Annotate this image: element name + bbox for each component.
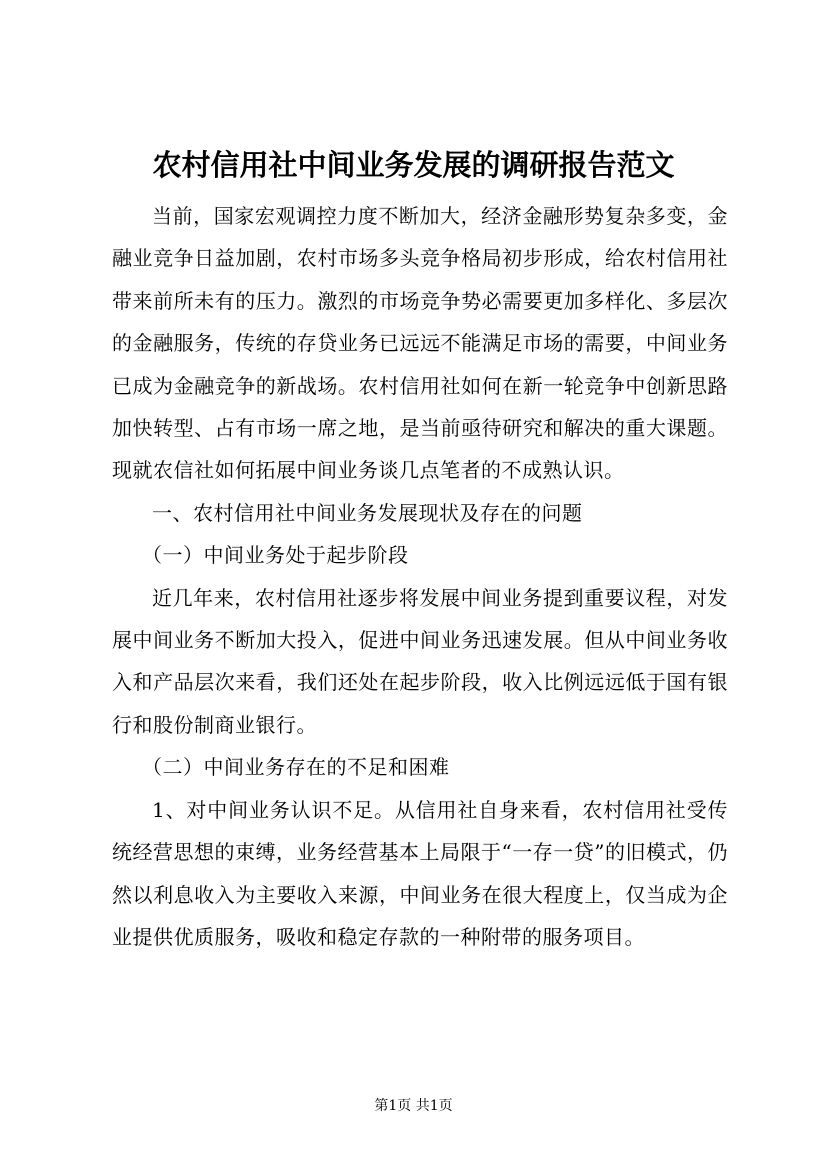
paragraph-subsection-1: 近几年来，农村信用社逐步将发展中间业务提到重要议程，对发展中间业务不断加大投入，促进中间业务迅速发展。但从中间业务收入和产品层次来看，我们还处在起步阶段，收入比例远远低于国有银行和股份制商业银行。 bbox=[112, 585, 728, 737]
paragraph-intro: 当前，国家宏观调控力度不断加大，经济金融形势复杂多变，金融业竞争日益加剧，农村市场多头竞争格局初步形成，给农村信用社带来前所未有的压力。激烈的市场竞争势必需要更加多样化、多层次的金融服务，传统的存贷业务已远远不能满足市场的需要，中间业务已成为金融竞争的新战场。农村信用社如何在新一轮竞争中创新思路加快转型、占有市场一席之地，是当前亟待研究和解决的重大课题。现就农信社如何拓展中间业务谈几点笔者的不成熟认识。 bbox=[112, 204, 728, 483]
document-title: 农村信用社中间业务发展的调研报告范文 bbox=[152, 148, 675, 182]
document-body bbox=[112, 195, 728, 958]
paragraph-subsection-2-item-1: 1、对中间业务认识不足。从信用社自身来看，农村信用社受传统经营思想的束缚，业务经营基本上局限于“一存一贷”的旧模式，仍然以利息收入为主要收入来源，中间业务在很大程度上，仅当成为企业提供优质服务，吸收和稳定存款的一种附带的服务项目。 bbox=[112, 797, 728, 949]
section-heading-1: 一、农村信用社中间业务发展现状及存在的问题 bbox=[152, 500, 583, 525]
page-footer: 第1页 共1页 bbox=[374, 1098, 453, 1114]
subsection-heading-2: （二）中间业务存在的不足和困难 bbox=[142, 755, 450, 780]
subsection-heading-1: （一）中间业务处于起步阶段 bbox=[142, 543, 409, 568]
